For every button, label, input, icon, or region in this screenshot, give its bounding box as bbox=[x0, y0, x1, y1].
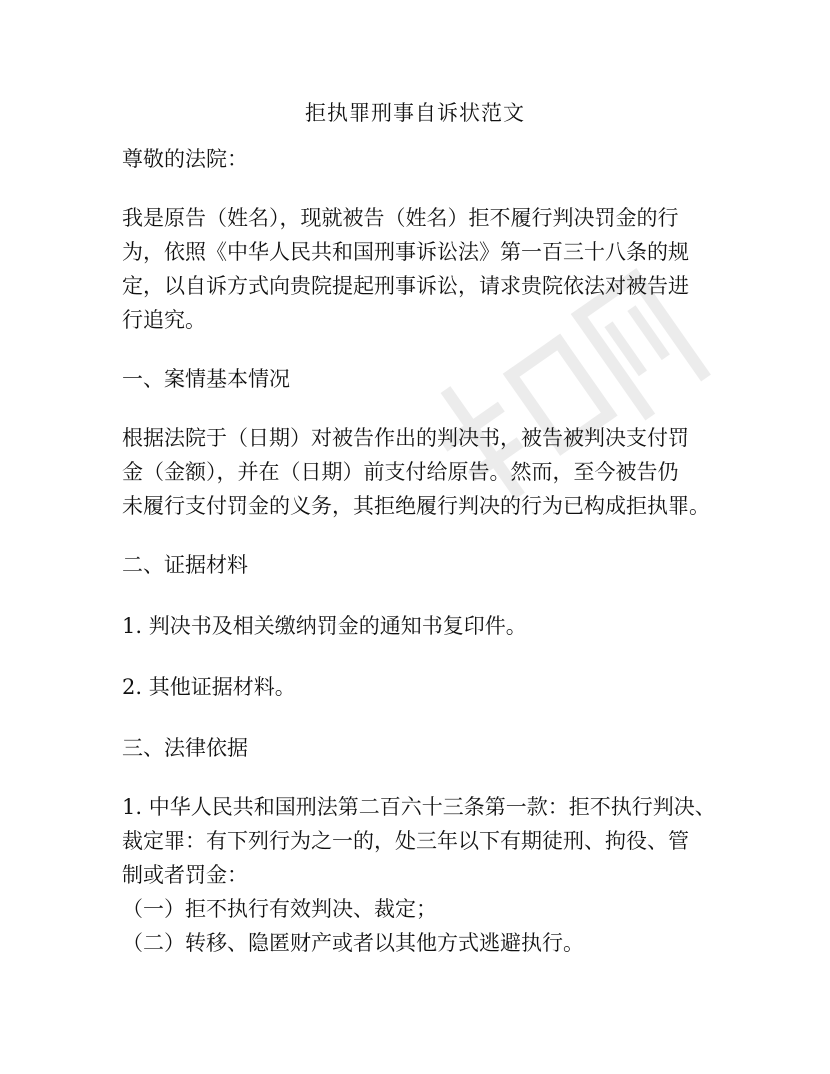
section-heading-3: 三、法律依据 bbox=[122, 736, 248, 760]
document-title: 拒执罪刑事自诉状范文 bbox=[305, 101, 525, 125]
intro-line-3: 定，以自诉方式向贵院提起刑事诉讼，请求贵院依法对被告进 bbox=[122, 274, 689, 298]
intro-line-4: 行追究。 bbox=[122, 308, 206, 332]
salutation: 尊敬的法院： bbox=[122, 147, 248, 171]
evidence-item-1: 1. 判决书及相关缴纳罚金的通知书复印件。 bbox=[122, 614, 527, 638]
law-clause-1: （一）拒不执行有效判决、裁定； bbox=[122, 897, 437, 921]
law-line-3: 制或者罚金： bbox=[122, 863, 248, 887]
intro-line-1: 我是原告（姓名），现就被告（姓名）拒不履行判决罚金的行 bbox=[122, 206, 679, 230]
facts-line-1: 根据法院于（日期）对被告作出的判决书，被告被判决支付罚 bbox=[122, 426, 689, 450]
facts-line-3: 未履行支付罚金的义务，其拒绝履行判决的行为已构成拒执罪。 bbox=[122, 494, 710, 518]
evidence-item-2: 2. 其他证据材料。 bbox=[122, 675, 296, 699]
section-heading-2: 二、证据材料 bbox=[122, 553, 248, 577]
law-line-2: 裁定罪：有下列行为之一的，处三年以下有期徒刑、拘役、管 bbox=[122, 829, 689, 853]
law-clause-2: （二）转移、隐匿财产或者以其他方式逃避执行。 bbox=[122, 931, 584, 955]
law-line-1: 1. 中华人民共和国刑法第二百六十三条第一款：拒不执行判决、 bbox=[122, 795, 716, 819]
facts-line-2: 金（金额），并在（日期）前支付给原告。然而，至今被告仍 bbox=[122, 460, 679, 484]
intro-line-2: 为，依照《中华人民共和国刑事诉讼法》第一百三十八条的规 bbox=[122, 240, 689, 264]
section-heading-1: 一、案情基本情况 bbox=[122, 367, 290, 391]
